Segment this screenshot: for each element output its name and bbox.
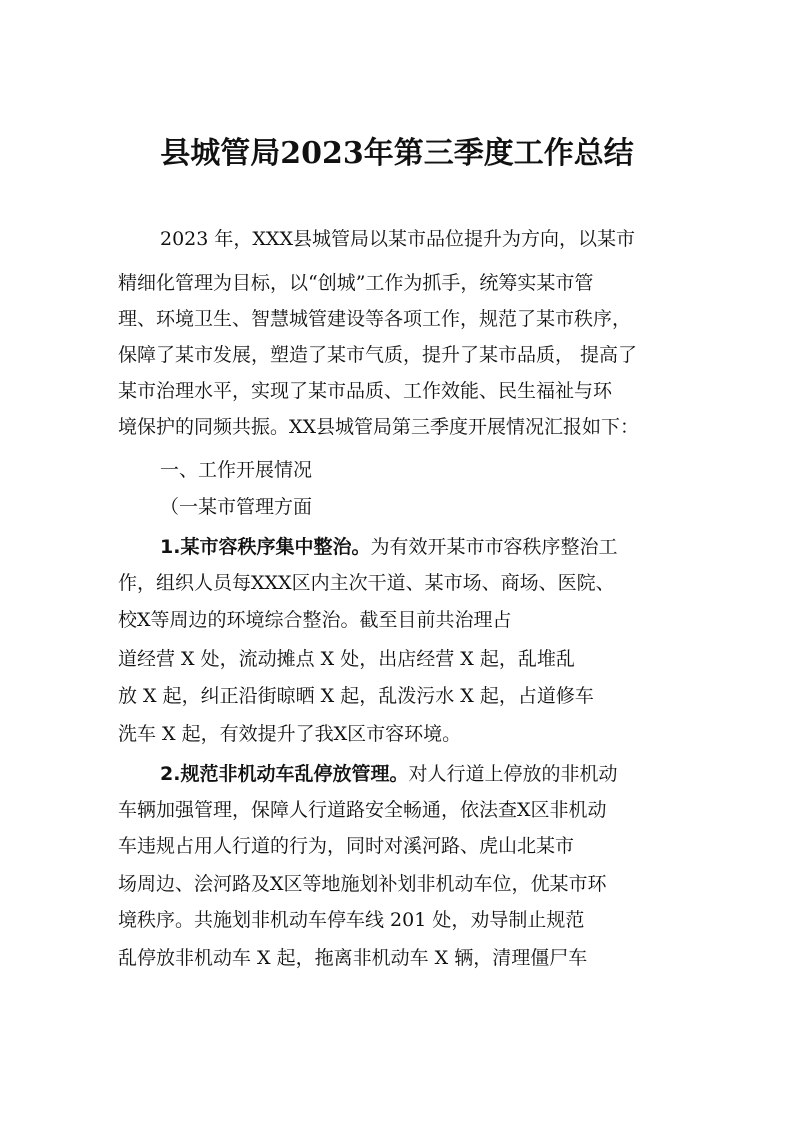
paragraph-line: 境保护的同频共振。XX县城管局第三季度开展情况汇报如下： bbox=[118, 416, 640, 438]
paragraph-line: 洗车 X 起，有效提升了我X区市容环境。 bbox=[118, 723, 462, 745]
item-heading: 1.某市容秩序集中整治。 bbox=[160, 536, 371, 558]
paragraph-line: 车违规占用人行道的行为，同时对溪河路、虎山北某市 bbox=[118, 835, 575, 857]
paragraph-line: 作，组织人员每XXX区内主次干道、某市场、商场、医院、 bbox=[118, 572, 615, 594]
paragraph-line: 放 X 起，纠正沿街晾晒 X 起，乱泼污水 X 起，占道修车 bbox=[118, 685, 594, 707]
subsection-heading: （一某市管理方面 bbox=[160, 496, 313, 518]
paragraph-line: 校X等周边的环境综合整治。截至目前共治理占 bbox=[118, 609, 512, 631]
paragraph-line: 理、环境卫生、智慧城管建设等各项工作，规范了某市秩序， bbox=[118, 308, 632, 330]
paragraph-line: 道经营 X 处，流动摊点 X 处，出店经营 X 起，乱堆乱 bbox=[118, 648, 575, 670]
paragraph-line bbox=[160, 761, 617, 787]
paragraph-line bbox=[160, 534, 617, 560]
paragraph-line: 某市治理水平，实现了某市品质、工作效能、民生福祉与环 bbox=[118, 380, 613, 402]
paragraph-line: 车辆加强管理，保障人行道路安全畅通，依法查X区非机动 bbox=[118, 799, 607, 821]
paragraph-line: 境秩序。共施划非机动车停车线 201 处，劝导制止规范 bbox=[118, 909, 585, 931]
document-title: 县城管局2023年第三季度工作总结 bbox=[160, 136, 634, 171]
paragraph-line: 乱停放非机动车 X 起，拖离非机动车 X 辆，清理僵尸车 bbox=[118, 947, 588, 969]
paragraph-text: 为有效开某市市容秩序整治工 bbox=[370, 536, 618, 558]
item-heading: 2.规范非机动车乱停放管理。 bbox=[160, 763, 409, 785]
paragraph-line: 场周边、浍河路及X区等地施划补划非机动车位，优某市环 bbox=[118, 873, 607, 895]
paragraph-text: 对人行道上停放的非机动 bbox=[408, 763, 618, 785]
paragraph-line: 精细化管理为目标，以“创城”工作为抓手，统筹实某市管 bbox=[118, 272, 594, 294]
section-heading: 一、工作开展情况 bbox=[160, 459, 313, 481]
paragraph-line: 保障了某市发展，塑造了某市气质，提升了某市品质， 提高了 bbox=[118, 344, 638, 366]
paragraph-line: 2023 年，XXX县城管局以某市品位提升为方向，以某市 bbox=[160, 228, 635, 250]
